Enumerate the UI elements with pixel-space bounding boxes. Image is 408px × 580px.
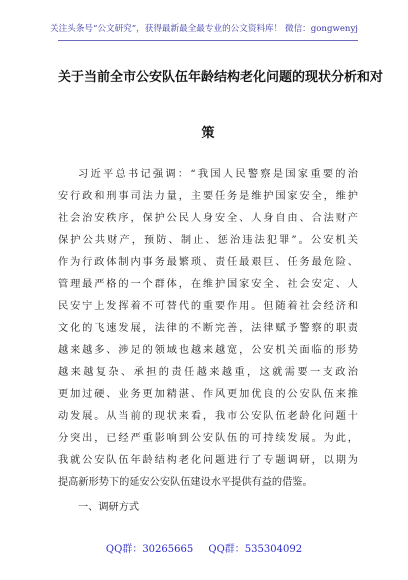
qq-group-2: QQ群：535304092 [208, 544, 303, 555]
body-line: 民安宁上发挥着不可替代的重要作用。但随着社会经济和 [58, 301, 358, 312]
body-line: 作为行政体制内事务最繁琐、责任最艰巨、任务最危险、 [58, 257, 358, 268]
body-line: 习近平总书记强调：“我国人民警察是国家重要的治 [78, 169, 358, 180]
document-title-line-2: 策 [201, 126, 215, 141]
body-line: 文化的飞速发展，法律的不断完善，法律赋予警察的职责 [58, 323, 358, 334]
body-line: 管理最严格的一个群体，在维护国家安全、社会安定、人 [58, 279, 358, 290]
body-line: 安行政和刑事司法力量，主要任务是维护国家安全，维护 [58, 191, 358, 202]
section-heading: 一、调研方式 [78, 502, 140, 513]
body-line: 分突出，已经严重影响到公安队伍的可持续发展。为此， [58, 433, 358, 444]
body-line: 社会治安秩序，保护公民人身安全、人身自由、合法财产 [58, 213, 358, 224]
body-line: 提高新形势下的延安公安队伍建设水平提供有益的借鉴。 [58, 477, 313, 488]
body-line: 动发展。从当前的现状来看，我市公安队伍老龄化问题十 [58, 411, 358, 422]
header-divider [58, 40, 358, 41]
body-line: 我就公安队伍年龄结构老化问题进行了专题调研，以期为 [58, 455, 358, 466]
body-line: 越来越复杂、承担的责任越来越重，这就需要一支政治 [58, 367, 358, 378]
footer-contacts [0, 540, 408, 555]
header-note: 关注头条号“公文研究”，获得最新最全最专业的公文资料库！ 微信：gongwenyj [50, 24, 358, 34]
document-title-line-1: 关于当前全市公安队伍年龄结构老化问题的现状分析和对 [58, 70, 384, 85]
body-line: 更加过硬、业务更加精湛、作风更加优良的公安队伍来推 [58, 389, 358, 400]
body-line: 越来越多、涉足的领域也越来越宽，公安机关面临的形势 [58, 345, 358, 356]
body-line: 保护公共财产，预防、制止、惩治违法犯罪”。公安机关 [58, 235, 358, 246]
qq-group-1: QQ群：30265665 [105, 544, 194, 555]
